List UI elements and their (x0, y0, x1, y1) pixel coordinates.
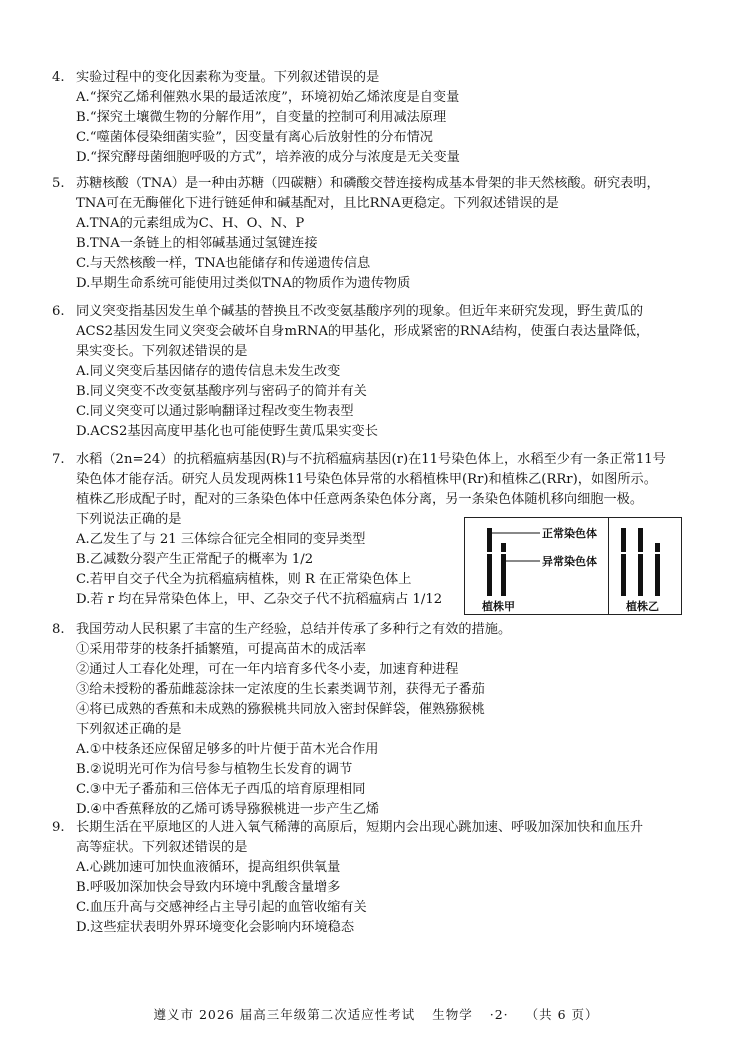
option-c: C.血压升高与交感神经占主导引起的血管收缩有关 (76, 900, 367, 915)
option-d: D.这些症状表明外界环境变化会影响内环境稳态 (76, 920, 355, 935)
plant-a-normal-chromosome (487, 528, 492, 596)
option-c: C.若甲自交子代全为抗稻瘟病植株，则 R 在正常染色体上 (76, 572, 412, 587)
footer-page-number: ·2· (489, 1007, 509, 1022)
plant-b-abnormal-chromosome (655, 543, 660, 596)
footer-subject: 生物学 (432, 1007, 473, 1022)
question-number: 4. (52, 70, 65, 85)
question-number: 9. (52, 820, 65, 835)
label-normal-chromosome: 正常染色体 (542, 527, 597, 540)
option-d: D.若 r 均在异常染色体上，甲、乙杂交子代不抗稻瘟病占 1/12 (76, 592, 443, 607)
plant-b-normal-chromosome (621, 528, 626, 596)
option-c: C.与天然核酸一样，TNA也能储存和传递遗传信息 (76, 256, 371, 271)
page-footer (0, 1005, 752, 1025)
label-plant-b: 植株乙 (626, 600, 659, 613)
option-d: D.“探究酵母菌细胞呼吸的方式”，培养液的成分与浓度是无关变量 (76, 150, 460, 165)
question-stem: 同义突变指基因发生单个碱基的替换且不改变氨基酸序列的现象。但近年来研究发现，野生黄瓜的 ACS2基因发生同义突变会破坏自身mRNA的甲基化，形成紧密的RNA结构，使蛋白表达量降低， 果实变长。下列叙述错误的是 (76, 304, 650, 359)
option-b: B.同义突变不改变氨基酸序列与密码子的简并有关 (76, 384, 367, 399)
question-5 (52, 174, 684, 294)
option-a: A.乙发生了与 21 三体综合征完全相同的变异类型 (76, 532, 366, 547)
option-d: D.ACS2基因高度甲基化也可能使野生黄瓜果实变长 (76, 424, 378, 439)
option-b: B.“探究土壤微生物的分解作用”，自变量的控制可利用减法原理 (76, 110, 447, 125)
question-stem: 苏糖核酸（TNA）是一种由苏糖（四碳糖）和磷酸交替连接构成基本骨架的非天然核酸。研究表明， TNA可在无酶催化下进行链延伸和碱基配对，且比RNA更稳定。下列叙述错误的是 (76, 176, 660, 211)
question-stem: 长期生活在平原地区的人进入氧气稀薄的高原后，短期内会出现心跳加速、呼吸加深加快和血压升 高等症状。下列叙述错误的是 (76, 820, 644, 855)
question-6 (52, 302, 684, 442)
option-c: C.③中无子番茄和三倍体无子西瓜的培育原理相同 (76, 782, 366, 797)
option-b: B.②说明光可作为信号参与植物生长发育的调节 (76, 762, 353, 777)
option-a: A.同义突变后基因储存的遗传信息未发生改变 (76, 364, 341, 379)
chromosome-figure (464, 517, 682, 615)
chromosome-diagram (464, 517, 682, 615)
option-c: C.“噬菌体侵染细菌实验”，因变量有离心后放射性的分布情况 (76, 130, 433, 145)
label-abnormal-chromosome: 异常染色体 (542, 555, 597, 568)
label-plant-a: 植株甲 (482, 600, 515, 613)
option-c: C.同义突变可以通过影响翻译过程改变生物表型 (76, 404, 354, 419)
plant-a-abnormal-chromosome (501, 543, 506, 596)
option-b: B.呼吸加深加快会导致内环境中乳酸含量增多 (76, 880, 341, 895)
question-number: 6. (52, 304, 65, 319)
option-a: A.TNA的元素组成为C、H、O、N、P (76, 216, 305, 231)
option-a: A.①中枝条还应保留足够多的叶片便于苗木光合作用 (76, 742, 379, 757)
question-number: 7. (52, 452, 65, 467)
option-b: B.TNA一条链上的相邻碱基通过氢键连接 (76, 236, 318, 251)
question-stem: 我国劳动人民积累了丰富的生产经验，总结并传承了多种行之有效的措施。 ①采用带芽的枝条扦插繁殖，可提高苗木的成活率 ②通过人工春化处理，可在一年内培育多代冬小麦，加速育种进程 ③给未授粉的番茄雌蕊涂抹一定浓度的生长素类调节剂，获得无子番茄 ④将已成熟的香蕉和未成熟的猕猴桃共同放入密封保鲜袋，催熟猕猴桃 下列叙述正确的是 (76, 622, 512, 737)
option-a: A.“探究乙烯利催熟水果的最适浓度”，环境初始乙烯浓度是自变量 (76, 90, 460, 105)
option-d: D.④中香蕉释放的乙烯可诱导猕猴桃进一步产生乙烯 (76, 802, 380, 817)
footer-exam-title: 遵义市 2026 届高三年级第二次适应性考试 (153, 1007, 416, 1022)
question-number: 5. (52, 176, 65, 191)
option-b: B.乙减数分裂产生正常配子的概率为 1/2 (76, 552, 314, 567)
question-8 (52, 620, 684, 820)
option-d: D.早期生命系统可能使用过类似TNA的物质作为遗传物质 (76, 276, 411, 291)
question-4 (52, 68, 684, 168)
option-a: A.心跳加速可加快血液循环，提高组织供氧量 (76, 860, 341, 875)
question-9 (52, 818, 684, 938)
question-number: 8. (52, 622, 65, 637)
plant-b-normal-chromosome-2 (638, 528, 643, 596)
question-stem: 实验过程中的变化因素称为变量。下列叙述错误的是 (76, 70, 380, 85)
footer-total-pages: （共 6 页） (525, 1007, 599, 1022)
question-stem: 水稻（2n=24）的抗稻瘟病基因(R)与不抗稻瘟病基因(r)在11号染色体上，水稻至少有一条正常11号 染色体才能存活。研究人员发现两株11号染色体异常的水稻植株甲(Rr)和植株乙(RRr)，如图所示。 植株乙形成配子时，配对的三条染色体中任意两条染色体分离，另一条染色体随机移向细胞一极。 下列说法正确的是 (76, 452, 666, 527)
